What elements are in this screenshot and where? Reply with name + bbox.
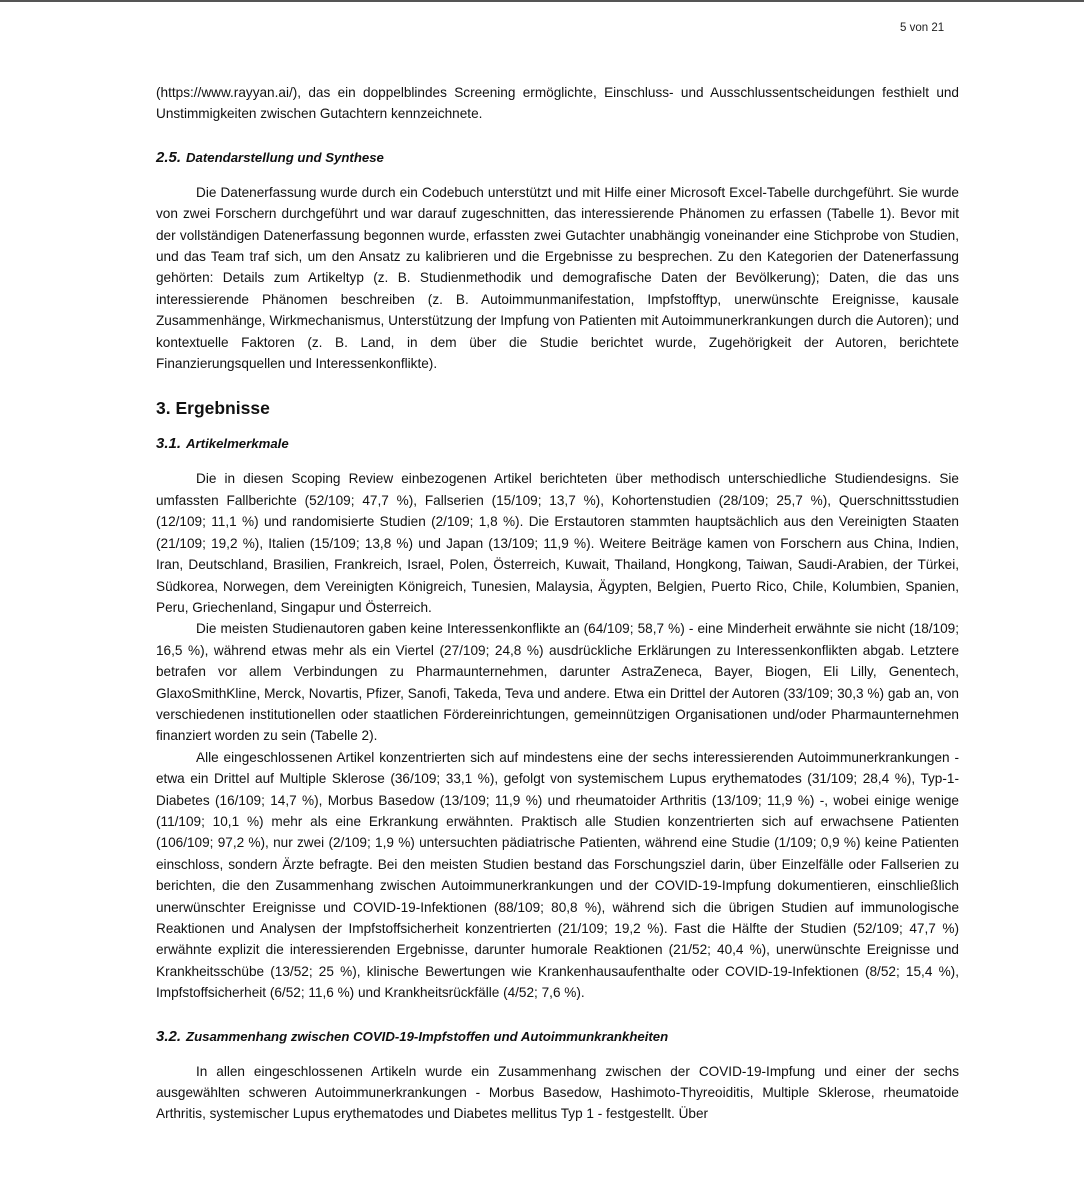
section-3-2-number: 3.2. bbox=[156, 1027, 182, 1045]
section-3-1-paragraph-1: Die in diesen Scoping Review einbezogenen Artikel berichteten über methodisch unterschiedliche Studiendesigns. Sie umfassten Fallberichte (52/109; 47,7 %), Fallserien (15/109; 13,7 %), Kohortenstudien (28/109; 25,7 %), Querschnittsstudien (12/109; 11,1 %) und randomisierte Studien (2/109; 1,8 %). Die Erstautoren stammten hauptsächlich aus den Vereinigten Staaten (21/109; 19,2 %), Italien (15/109; 13,8 %) und Japan (13/109; 11,9 %). Weitere Beiträge kamen von Forschern aus China, Indien, Iran, Deutschland, Brasilien, Frankreich, Israel, Polen, Österreich, Kuwait, Thailand, Hongkong, Taiwan, Saudi-Arabien, der Türkei, Südkorea, Norwegen, dem Vereinigten Königreich, Tunesien, Malaysia, Ägypten, Belgien, Puerto Rico, Chile, Kolumbien, Spanien, Peru, Griechenland, Singapur und Österreich. bbox=[156, 471, 959, 615]
section-2-5-title: Datendarstellung und Synthese bbox=[186, 149, 384, 165]
section-3-1-title: Artikelmerkmale bbox=[186, 436, 289, 452]
section-3-1-paragraph-2: Die meisten Studienautoren gaben keine Interessenkonflikte an (64/109; 58,7 %) - eine Minderheit erwähnte sie nicht (18/109; 16,5 %), während etwas mehr als ein Viertel (27/109; 24,8 %) ausdrückliche Erklärungen zu Interessenkonflikten abgab. Letztere betrafen vor allem Verbindungen zu Pharmaunternehmen, darunter AstraZeneca, Bayer, Biogen, Eli Lilly, Genentech, GlaxoSmithKline, Merck, Novartis, Pfizer, Sanofi, Takeda, Teva und andere. Etwa ein Drittel der Autoren (33/109; 30,3 %) gab an, von verschiedenen institutionellen oder staatlichen Fördereinrichtungen, gemeinnützigen Organisationen und/oder Pharmaunternehmen finanziert worden zu sein (Tabelle 2). bbox=[156, 621, 959, 744]
page-number: 5 von 21 bbox=[900, 22, 945, 34]
page-top-border bbox=[0, 0, 1084, 2]
section-2-5-number: 2.5. bbox=[156, 148, 182, 166]
intro-paragraph: (https://www.rayyan.ai/), das ein doppelblindes Screening ermöglichte, Einschluss- und Ausschlussentscheidungen festhielt und Unstimmigkeiten zwischen Gutachtern kennzeichnete. bbox=[156, 85, 959, 122]
section-3-1-number: 3.1. bbox=[156, 435, 182, 453]
section-3-2-heading bbox=[156, 1027, 959, 1047]
document-body bbox=[156, 82, 959, 1125]
section-2-5-paragraph: Die Datenerfassung wurde durch ein Codebuch unterstützt und mit Hilfe einer Microsoft Excel-Tabelle durchgeführt. Sie wurde von zwei Forschern durchgeführt und war darauf zugeschnitten, das interessierende Phänomen zu erfassen (Tabelle 1). Bevor mit der vollständigen Datenerfassung begonnen wurde, erfassten zwei Gutachter unabhängig voneinander eine Stichprobe von Studien, und das Team traf sich, um den Ansatz zu kalibrieren und die Ergebnisse zu besprechen. Zu den Kategorien der Datenerfassung gehörten: Details zum Artikeltyp (z. B. Studienmethodik und demografische Daten der Bevölkerung); Daten, die das uns interessierende Phänomen beschreiben (z. B. Autoimmunmanifestation, Impfstofftyp, unerwünschte Ereignisse, kausale Zusammenhänge, Wirkmechanismus, Unterstützung der Impfung von Patienten mit Autoimmunerkrankungen durch die Autoren); und kontextuelle Faktoren (z. B. Land, in dem über die Studie berichtet wurde, Zugehörigkeit der Autoren, berichtete Finanzierungsquellen und Interessenkonflikte). bbox=[156, 184, 959, 372]
section-3-2-title: Zusammenhang zwischen COVID-19-Impfstoffen und Autoimmunkrankheiten bbox=[186, 1028, 669, 1044]
section-3-heading: 3. Ergebnisse bbox=[156, 398, 270, 419]
section-3-1-paragraph-3: Alle eingeschlossenen Artikel konzentrierten sich auf mindestens eine der sechs interessierenden Autoimmunerkrankungen - etwa ein Drittel auf Multiple Sklerose (36/109; 33,1 %), gefolgt von systemischem Lupus erythematodes (31/109; 28,4 %), Typ-1-Diabetes (16/109; 14,7 %), Morbus Basedow (13/109; 11,9 %) und rheumatoider Arthritis (13/109; 11,9 %) -, wobei einige wenige (11/109; 10,1 %) mehr als eine Erkrankung erwähnten. Praktisch alle Studien konzentrierten sich auf erwachsene Patienten (106/109; 97,2 %), nur zwei (2/109; 1,9 %) untersuchten pädiatrische Patienten, während eine Studie (1/109; 0,9 %) keine Patienten einschloss, sondern Ärzte befragte. Bei den meisten Studien bestand das Forschungsziel darin, über Einzelfälle oder Fallserien zu berichten, die den Zusammenhang zwischen Autoimmunerkrankungen und der COVID-19-Impfung dokumentieren, einschließlich unerwünschter Ereignisse und COVID-19-Infektionen (88/109; 80,8 %), während sich die übrigen Studien auf immunologische Reaktionen und Analysen der Impfstoffsicherheit konzentrierten (21/109; 19,2 %). Fast die Hälfte der Studien (52/109; 47,7 %) erwähnte explizit die interessierenden Ergebnisse, darunter humorale Reaktionen (21/52; 40,4 %), unerwünschte Ereignisse und Krankheitsschübe (13/52; 25 %), klinische Bewertungen wie Krankenhausaufenthalte oder COVID-19-Infektionen (8/52; 15,4 %), Impfstoffsicherheit (6/52; 11,6 %) und Krankheitsrückfälle (4/52; 7,6 %). bbox=[156, 749, 959, 1001]
section-2-5-heading bbox=[156, 148, 959, 168]
section-3-1-heading bbox=[156, 434, 959, 454]
section-3-2-paragraph: In allen eingeschlossenen Artikeln wurde ein Zusammenhang zwischen der COVID-19-Impfung und einer der sechs ausgewählten schweren Autoimmunerkrankungen - Morbus Basedow, Hashimoto-Thyreoiditis, Multiple Sklerose, rheumatoide Arthritis, systemischer Lupus erythematodes und Diabetes mellitus Typ 1 - festgestellt. Über bbox=[156, 1063, 959, 1122]
